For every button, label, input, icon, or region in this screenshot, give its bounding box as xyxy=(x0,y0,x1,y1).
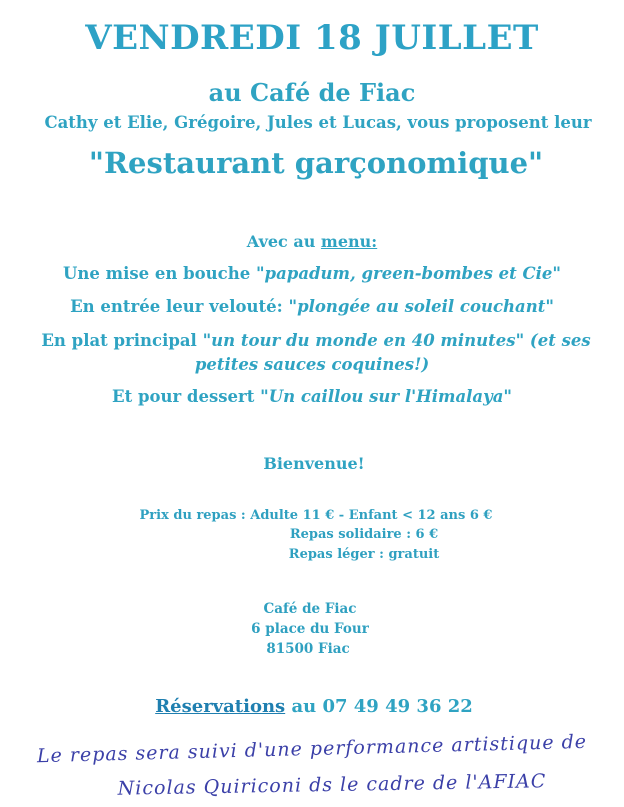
hosts-line: Cathy et Elie, Grégoire, Jules et Lucas, vous proposent leur xyxy=(44,113,592,132)
menu-item-prefix: En entrée leur velouté: xyxy=(70,297,289,316)
menu-item-dish: "plongée au soleil couchant" xyxy=(288,297,554,316)
event-date-title: VENDREDI 18 JUILLET xyxy=(85,18,539,58)
restaurant-name: "Restaurant garçonomique" xyxy=(88,146,544,180)
menu-heading-prefix: Avec au xyxy=(246,232,321,251)
address-street: 6 place du Four xyxy=(251,621,369,637)
menu-item-main-course-cont xyxy=(0,355,624,374)
menu-item-starter-bite xyxy=(0,264,624,283)
price-line-meal: Prix du repas : Adulte 11 € - Enfant < 12 ans 6 € xyxy=(139,508,493,523)
menu-item-dish: "un tour du monde en 40 minutes" (et ses xyxy=(202,331,591,350)
price-line-light: Repas léger : gratuit xyxy=(288,547,440,562)
address-name: Café de Fiac xyxy=(263,601,357,617)
menu-item-dish-continued: petites sauces coquines!) xyxy=(194,355,430,374)
menu-item-dish: "Un caillou sur l'Himalaya" xyxy=(260,387,512,406)
price-line-solidarity: Repas solidaire : 6 € xyxy=(289,527,439,542)
address-city: 81500 Fiac xyxy=(266,641,350,657)
menu-item-dessert xyxy=(0,387,624,406)
menu-item-prefix: Une mise en bouche xyxy=(63,264,256,283)
menu-heading xyxy=(0,232,624,251)
menu-item-prefix: Et pour dessert xyxy=(112,387,261,406)
reservations-phone: au 07 49 49 36 22 xyxy=(285,696,473,717)
menu-item-prefix: En plat principal xyxy=(41,331,203,350)
handwritten-note-line-1: Le repas sera suivi d'une performance artistique de xyxy=(36,730,588,768)
menu-item-main-course xyxy=(4,331,624,350)
menu-item-dish: "papadum, green-bombes et Cie" xyxy=(255,264,561,283)
venue-line: au Café de Fiac xyxy=(208,78,416,107)
handwritten-note-line-2: Nicolas Quiriconi ds le cadre de l'AFIAC xyxy=(117,770,547,800)
welcome-text: Bienvenue! xyxy=(263,454,365,473)
reservations-line xyxy=(2,696,624,717)
menu-heading-word: menu: xyxy=(320,232,378,251)
menu-item-entree xyxy=(0,297,624,316)
reservations-label: Réservations xyxy=(155,696,286,717)
